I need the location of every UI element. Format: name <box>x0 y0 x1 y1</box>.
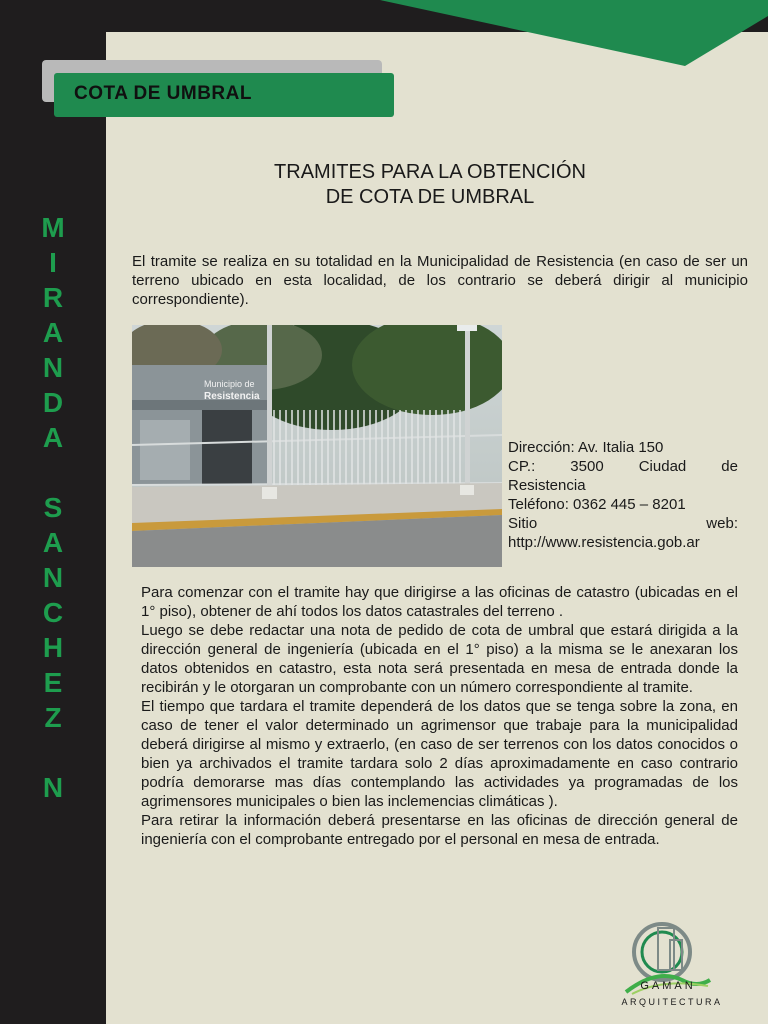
section-tag <box>54 73 394 117</box>
section-tag-label: COTA DE UMBRAL <box>74 83 252 104</box>
vertical-name-letter: A <box>42 527 64 558</box>
address-cp: CP.: 3500 Ciudad de <box>508 458 738 475</box>
vertical-name-letter: A <box>42 317 64 348</box>
procedure-paragraph-2: Luego se debe redactar una nota de pedido de cota de umbral que estará dirigida a la dirección general de ingeniería (ubicada en el 1° piso) a la misma se le anexaran los datos obtenidos en catastro, esta nota será presentada en mesa de entrada donde la recibirán y le otorgaran un comprobante con un número correspondiente al tramite. <box>141 622 738 696</box>
vertical-name-letter: D <box>42 387 64 418</box>
vertical-name-letter: S <box>43 492 63 523</box>
vertical-name-letter: N <box>42 772 64 803</box>
procedure-paragraph-3: El tiempo que tardara el tramite dependerá de los datos que se tenga sobre la zona, en caso de tener el valor determinado un agrimensor que trabaje para la municipalidad deberá dirigirse al mismo y extraerlo, (en caso de ser terrenos con los datos conocidos o bien ya archivados el tramite tardara solo 2 días aproximadamente en caso contrario podría demorarse mas días contemplando las actividades ya programadas de los agrimensores municipales o bien las inclemencias climáticas ). <box>141 698 738 810</box>
page-title <box>180 160 680 210</box>
procedure-paragraph-1: Para comenzar con el tramite hay que dirigirse a las oficinas de catastro (ubicadas en el 1° piso), obtener de ahí todos los datos catastrales del terreno . <box>141 584 738 620</box>
vertical-name-letter: R <box>42 282 64 313</box>
top-green-banner <box>380 0 768 66</box>
address-block <box>508 438 738 552</box>
address-direccion: Dirección: Av. Italia 150 <box>508 439 664 456</box>
address-telefono: Teléfono: 0362 445 – 8201 <box>508 496 686 513</box>
vertical-name-letter <box>28 455 78 490</box>
address-cp-continuation: Resistencia <box>508 477 586 494</box>
title-line-1: TRAMITES PARA LA OBTENCIÓN <box>274 161 586 183</box>
address-sitio: Sitio web: <box>508 515 738 532</box>
vertical-name-letter <box>28 735 78 770</box>
vertical-name-letter: M <box>41 212 65 243</box>
title-line-2: DE COTA DE UMBRAL <box>325 186 535 208</box>
address-url: http://www.resistencia.gob.ar <box>508 534 700 551</box>
building-sign-line2: Resistencia <box>204 391 260 402</box>
vertical-name-letter: E <box>43 667 63 698</box>
vertical-name-letter: Z <box>44 702 62 733</box>
vertical-name-letter: A <box>42 422 64 453</box>
logo-subtitle: ARQUITECTURA <box>621 997 723 1007</box>
municipality-building-photo <box>132 325 502 567</box>
building-sign-line1: Municipio de <box>204 379 255 389</box>
procedure-text <box>141 583 738 849</box>
procedure-paragraph-4: Para retirar la información deberá presentarse en las oficinas de dirección general de ingeniería con el comprobante entregado por el personal en mesa de entrada. <box>141 812 738 848</box>
vertical-name-letter: N <box>42 562 64 593</box>
vertical-name-letter: C <box>42 597 64 628</box>
vertical-name-letter: H <box>42 632 64 663</box>
intro-paragraph: El tramite se realiza en su totalidad en la Municipalidad de Resistencia (en caso de ser un terreno ubicado en esta localidad, de los contrario se deberá dirigir al municipio correspondiente). <box>132 253 748 308</box>
vertical-name-letter: N <box>42 352 64 383</box>
vertical-author-name <box>28 210 78 805</box>
logo-name: GAMAN <box>640 980 696 992</box>
vertical-name-letter: I <box>49 247 57 278</box>
